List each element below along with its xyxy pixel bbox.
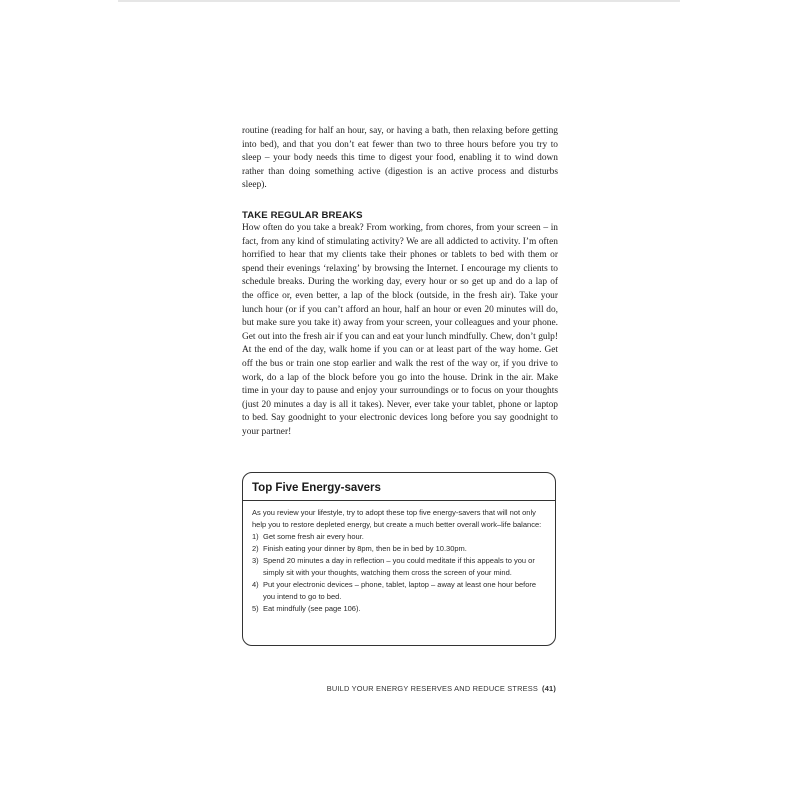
list-item [252,579,546,603]
list-item-number: 5) [252,604,259,613]
page-footer [242,684,556,693]
list-item-text: Put your electronic devices – phone, tablet, laptop – away at least one hour before you intend to go to bed. [263,580,537,601]
list-item-text: Spend 20 minutes a day in reflection – you could meditate if this appeals to you or simply sit with your thoughts, watching them cross the screen of your mind. [263,556,535,577]
box-intro: As you review your lifestyle, try to adopt these top five energy-savers that will not only help you to restore depleted energy, but create a much better overall work–life balance: [252,508,542,529]
body-paragraph-2: How often do you take a break? From working, from chores, from your screen – in fact, from any kind of stimulating activity? We are all addicted to activity. I’m often horrified to hear that my clients take their phones or tablets to bed with them or spend their evenings ‘relaxing’ by browsing the Internet. I encourage my clients to schedule breaks. During the working day, every hour or so get up and do a lap of the office or, even better, a lap of the block (outside, in the fresh air). Take your lunch hour (or if you can’t afford an hour, half an hour or even 20 minutes will do, but make sure you take it) away from your screen, your colleagues and your phone. Get out into the fresh air if you can and eat your lunch mindfully. Chew, don’t gulp! At the end of the day, walk home if you can or at least part of the way home. Get off the bus or train one stop earlier and walk the rest of the way or, if you drive to work, do a lap of the block before you go into the house. Drink in the air. Make time in your day to pause and enjoy your surroundings or to focus on your thoughts (just 20 minutes a day is all it takes). Never, ever take your tablet, phone or laptop to bed. Say goodnight to your electronic devices long before you say goodnight to your partner! [242,222,558,437]
page-number: (41) [542,684,556,693]
list-item [252,543,546,555]
list-item-number: 1) [252,532,259,541]
list-item-text: Finish eating your dinner by 8pm, then be in bed by 10.30pm. [263,544,467,553]
list-item [252,603,546,615]
box-title: Top Five Energy-savers [252,482,381,494]
body-paragraph-1: routine (reading for half an hour, say, or having a bath, then relaxing before getting into bed), and that you don’t eat fewer than two to three hours before you try to sleep – your body needs this time to digest your food, enabling it to wind down rather than doing something active (digestion is an active process and disturbs sleep). [242,126,558,191]
section-heading: TAKE REGULAR BREAKS [242,209,363,221]
page-text-column [242,125,558,439]
list-item-text: Get some fresh air every hour. [263,532,364,541]
running-head: BUILD YOUR ENERGY RESERVES AND REDUCE STRESS [326,684,539,693]
list-item-number: 4) [252,580,259,589]
list-item-text: Eat mindfully (see page 106). [263,604,361,613]
list-item [252,555,546,579]
energy-savers-list [252,531,546,615]
list-item-number: 3) [252,556,259,565]
top-edge-rule [118,0,680,2]
list-item-number: 2) [252,544,259,553]
list-item [252,531,546,543]
energy-savers-box [242,472,556,646]
box-body [243,501,555,615]
